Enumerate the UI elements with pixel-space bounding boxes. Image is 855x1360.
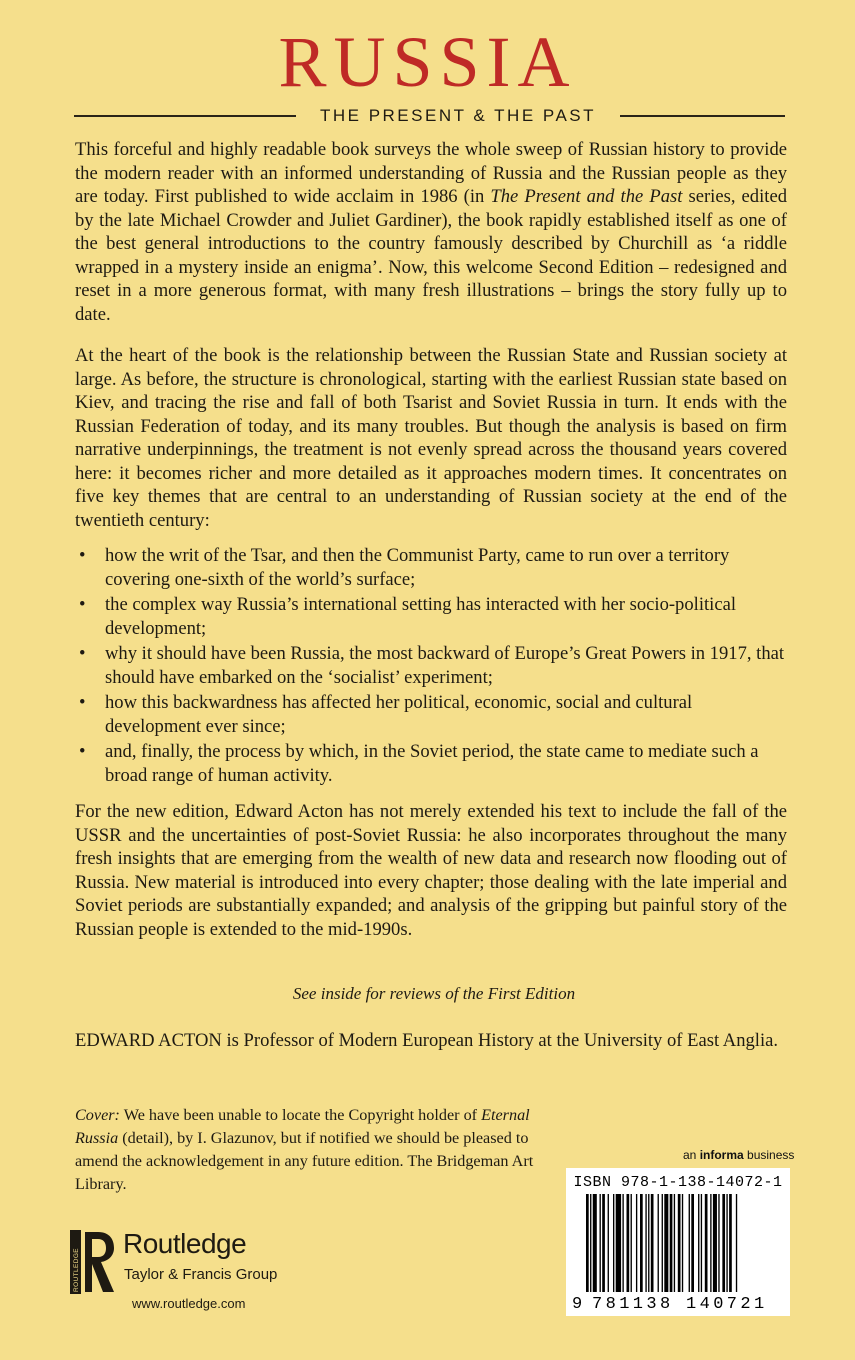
intro-paragraph: [75, 138, 787, 326]
see-inside-note: See inside for reviews of the First Edition: [292, 984, 576, 1003]
ean-right-group: 140721: [686, 1295, 768, 1314]
barcode-bar: [710, 1194, 711, 1292]
barcode-bar: [678, 1194, 681, 1292]
barcode-bar: [722, 1194, 725, 1292]
isbn-label: ISBN 978-1-138-14072-1: [573, 1174, 783, 1191]
informa-suffix: business: [743, 1148, 795, 1162]
subtitle-row: [0, 104, 855, 128]
barcode-bar: [645, 1194, 646, 1292]
barcode-bar: [602, 1194, 605, 1292]
barcode-bar: [608, 1194, 609, 1292]
barcode-bar: [593, 1194, 597, 1292]
barcode-bar: [600, 1194, 601, 1292]
intro-part2: series, edited by the late Michael Crowder and Juliet Gardiner), the book rapidly established itself as one of the best general introductions to the country famously described by Churchill as ‘a riddle wrapped in a mystery inside an enigma’. Now, this welcome Second Edition – redesigned and reset in a more generous format, with many fresh illustrations – brings the story fully up to date.: [75, 186, 787, 325]
barcode-bar: [616, 1194, 621, 1292]
informa-prefix: an: [683, 1148, 700, 1162]
barcode-bar: [718, 1194, 719, 1292]
series-title: The Present and the Past: [490, 186, 683, 207]
theme-item: • why it should have been Russia, the most backward of Europe’s Great Powers in 1917, that should have embarked on the ‘socialist’ experiment;: [75, 642, 787, 689]
subtitle-rule-right: [620, 115, 785, 117]
publisher-group: Taylor & Francis Group: [124, 1266, 278, 1283]
logo-vertical-text: ROUTLEDGE: [73, 1247, 81, 1292]
isbn-barcode: [566, 1168, 790, 1316]
barcode-bar: [729, 1194, 732, 1292]
ean-left-group: 781138: [592, 1295, 674, 1314]
barcode-bar: [736, 1194, 737, 1292]
ean-first-digit: 9: [572, 1295, 583, 1314]
barcode-bar: [651, 1194, 654, 1292]
subtitle-rule-left: [74, 115, 296, 117]
barcode-bar: [726, 1194, 727, 1292]
barcode-bar: [648, 1194, 649, 1292]
publisher-block: [70, 1222, 330, 1292]
barcode-bar: [658, 1194, 659, 1292]
themes-list: [75, 544, 787, 789]
barcode-bar: [689, 1194, 690, 1292]
cover-credit: [75, 1104, 545, 1196]
book-title: RUSSIA: [278, 22, 577, 102]
barcode-bar: [701, 1194, 702, 1292]
routledge-logo-icon: [70, 1230, 116, 1294]
theme-item: • the complex way Russia’s international setting has interacted with her socio-political development;: [75, 593, 787, 640]
author-bio: EDWARD ACTON is Professor of Modern European History at the University of East Anglia.: [75, 1030, 779, 1051]
barcode-bar: [705, 1194, 708, 1292]
cover-artwork: Eternal Russia: [75, 1106, 530, 1147]
cover-part1: We have been unable to locate the Copyright holder of: [119, 1106, 482, 1124]
barcode-bar: [674, 1194, 675, 1292]
barcode-bar: [664, 1194, 668, 1292]
informa-tagline: [683, 1148, 794, 1162]
barcode-bar: [622, 1194, 623, 1292]
book-subtitle: THE PRESENT & THE PAST: [319, 106, 597, 125]
barcode-bar: [691, 1194, 694, 1292]
barcode-bar: [586, 1194, 589, 1292]
barcode-bar: [590, 1194, 591, 1292]
barcode-bar: [713, 1194, 717, 1292]
intro-part1: This forceful and highly readable book surveys the whole sweep of Russian history to provide the modern reader with an informed understanding of Russia and the Russian people as they are today. First published to wide acclaim in 1986 (in: [75, 139, 787, 207]
barcode-bars: [586, 1194, 776, 1292]
cover-part2: (detail), by I. Glazunov, but if notified we should be pleased to amend the acknowledgement in any future edition. The Bridgeman Art Library.: [75, 1129, 534, 1193]
barcode-bar: [613, 1194, 614, 1292]
barcode-bar: [670, 1194, 673, 1292]
barcode-bar: [640, 1194, 643, 1292]
barcode-bar: [698, 1194, 699, 1292]
cover-label: Cover:: [75, 1106, 120, 1124]
informa-brand: informa: [699, 1148, 744, 1162]
theme-item: • how the writ of the Tsar, and then the Communist Party, came to run over a territory covering one-sixth of the world’s surface;: [75, 544, 787, 591]
publisher-name: Routledge: [123, 1228, 247, 1259]
barcode-bar: [631, 1194, 632, 1292]
publisher-website[interactable]: www.routledge.com: [132, 1296, 246, 1311]
edition-paragraph: For the new edition, Edward Acton has not merely extended his text to include the fall of the USSR and the uncertainties of post-Soviet Russia: he also incorporates throughout the many fresh insights that are emerging from the wealth of new data and research now flooding out of Russia. New material is introduced into every chapter; those dealing with the late imperial and Soviet periods are substantially expanded; and analysis of the gripping but painful story of the Russian people is extended to the mid-1990s.: [75, 801, 787, 940]
heart-paragraph: At the heart of the book is the relationship between the Russian State and Russian society at large. As before, the structure is chronological, starting with the earliest Russian state based on Kiev, and tracing the rise and fall of both Tsarist and Soviet Russia in turn. It ends with the Russian Federation of today, and its many troubles. But though the analysis is based on firm narrative underpinnings, the treatment is not evenly spread across the thousand years covered here: it becomes richer and more detailed as it approaches modern times. It concentrates on five key themes that are central to an understanding of Russian society at the end of the twentieth century:: [75, 345, 787, 531]
theme-item: • and, finally, the process by which, in the Soviet period, the state came to mediate such a broad range of human activity.: [75, 740, 787, 787]
barcode-bar: [636, 1194, 637, 1292]
barcode-bar: [662, 1194, 663, 1292]
theme-item: • how this backwardness has affected her political, economic, social and cultural development ever since;: [75, 691, 787, 738]
barcode-bar: [682, 1194, 683, 1292]
barcode-bar: [627, 1194, 630, 1292]
